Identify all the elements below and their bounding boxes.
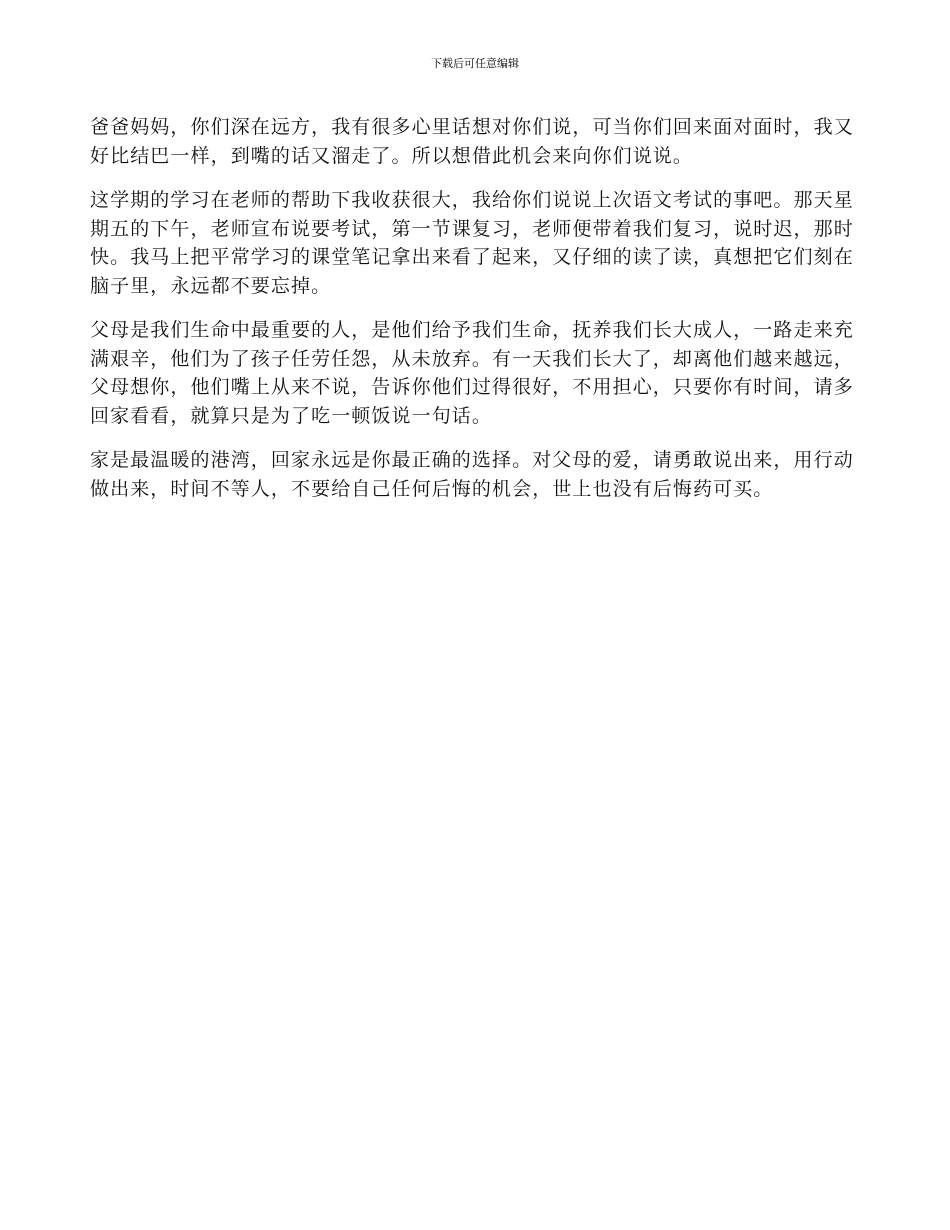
paragraph-2: 这学期的学习在老师的帮助下我收获很大，我给你们说说上次语文考试的事吧。那天星期五的下午，老师宣布说要考试，第一节课复习，老师便带着我们复习，说时迟，那时快。我马上把平常学习的课堂笔记拿出来看了起来，又仔细的读了读，真想把它们刻在脑子里，永远都不要忘掉。: [90, 189, 854, 297]
document-body: [90, 113, 868, 519]
paragraph-3: 父母是我们生命中最重要的人，是他们给予我们生命，抚养我们长大成人，一路走来充满艰辛，他们为了孩子任劳任怨，从未放弃。有一天我们长大了，却离他们越来越远，父母想你，他们嘴上从来不说，告诉你他们过得很好，不用担心，只要你有时间，请多回家看看，就算只是为了吃一顿饭说一句话。: [90, 319, 854, 427]
paragraph-4: 家是最温暖的港湾，回家永远是你最正确的选择。对父母的爱，请勇敢说出来，用行动做出来，时间不等人，不要给自己任何后悔的机会，世上也没有后悔药可买。: [90, 449, 854, 500]
page-header: 下载后可任意编辑: [431, 57, 519, 70]
paragraph-1: 爸爸妈妈，你们深在远方，我有很多心里话想对你们说，可当你们回来面对面时，我又好比结巴一样，到嘴的话又溜走了。所以想借此机会来向你们说说。: [90, 116, 854, 167]
